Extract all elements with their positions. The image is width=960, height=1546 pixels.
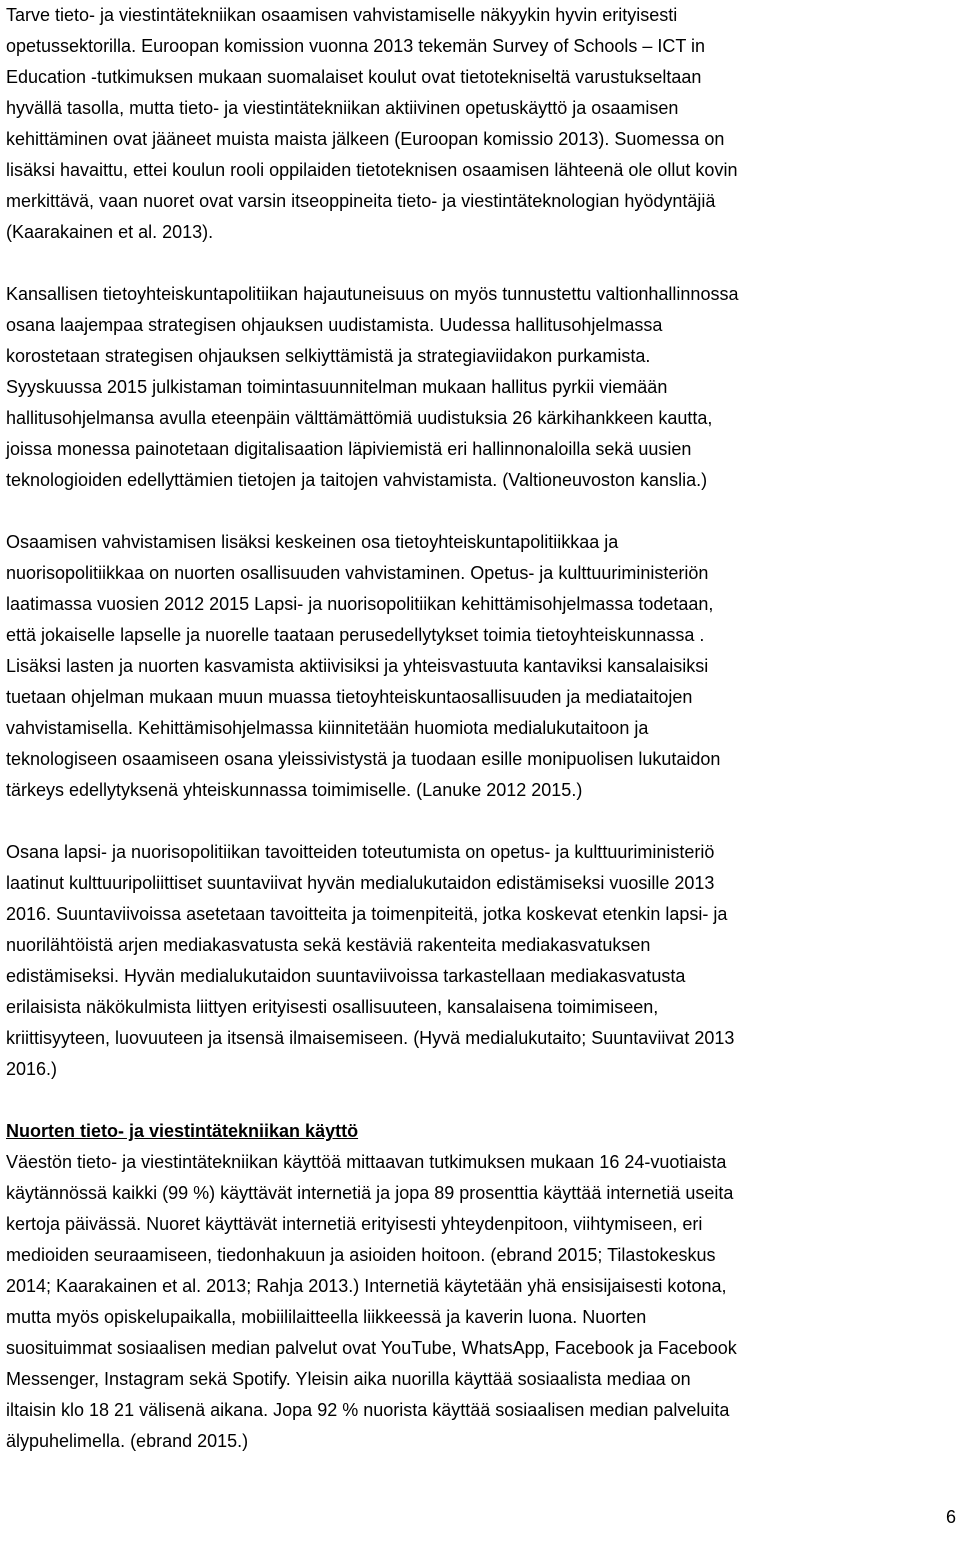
paragraph-youth-participation xyxy=(6,527,956,806)
paragraph-ict-competence xyxy=(6,0,956,248)
text-line: joissa monessa painotetaan digitalisaation läpiviemistä eri hallinnonaloilla sekä uusien xyxy=(6,439,692,459)
text-line: Kansallisen tietoyhteiskuntapolitiikan hajautuneisuus on myös tunnustettu valtionhallinnossa xyxy=(6,284,739,304)
text-line: mutta myös opiskelupaikalla, mobiililaitteella liikkeessä ja kaverin luona. Nuorten xyxy=(6,1307,647,1327)
text-line: Osaamisen vahvistamisen lisäksi keskeinen osa tietoyhteiskuntapolitiikkaa ja xyxy=(6,532,619,552)
text-line: (Kaarakainen et al. 2013). xyxy=(6,222,214,242)
text-line: kertoja päivässä. Nuoret käyttävät internetiä erityisesti yhteydenpitoon, viihtymiseen, eri xyxy=(6,1214,703,1234)
text-line: medioiden seuraamiseen, tiedonhakuun ja asioiden hoitoon. (ebrand 2015; Tilastokeskus xyxy=(6,1245,716,1265)
text-line: edistämiseksi. Hyvän medialukutaidon suuntaviivoissa tarkastellaan mediakasvatusta xyxy=(6,966,686,986)
section-heading: Nuorten tieto- ja viestintätekniikan käyttö xyxy=(6,1121,359,1141)
paragraph-spacer xyxy=(6,806,956,837)
text-line: hallitusohjelmansa avulla eteenpäin välttämättömiä uudistuksia 26 kärkihankkeen kautta, xyxy=(6,408,713,428)
text-line: nuorisopolitiikkaa on nuorten osallisuuden vahvistaminen. Opetus- ja kulttuuriministeriön xyxy=(6,563,709,583)
paragraph-spacer xyxy=(6,1085,956,1116)
page-number: 6 xyxy=(945,1507,956,1527)
text-line: opetussektorilla. Euroopan komission vuonna 2013 tekemän Survey of Schools – ICT in xyxy=(6,36,706,56)
text-line: vahvistamisella. Kehittämisohjelmassa kiinnitetään huomiota medialukutaitoon ja xyxy=(6,718,649,738)
text-line: 2016.) xyxy=(6,1059,58,1079)
text-line: Syyskuussa 2015 julkistaman toimintasuunnitelman mukaan hallitus pyrkii viemään xyxy=(6,377,668,397)
text-line: erilaisista näkökulmista liittyen erityisesti osallisuuteen, kansalaisena toimimiseen, xyxy=(6,997,659,1017)
text-line: 2014; Kaarakainen et al. 2013; Rahja 2013.) Internetiä käytetään yhä ensisijaisesti kotona, xyxy=(6,1276,727,1296)
text-line: laatinut kulttuuripoliittiset suuntaviivat hyvän medialukutaidon edistämiseksi vuosille 2013 xyxy=(6,873,715,893)
text-line: kriittisyyteen, luovuuteen ja itsensä ilmaisemiseen. (Hyvä medialukutaito; Suuntaviivat 2013 xyxy=(6,1028,735,1048)
text-line: että jokaiselle lapselle ja nuorelle taataan perusedellytykset toimia tietoyhteiskunnassa . xyxy=(6,625,705,645)
text-line: Lisäksi lasten ja nuorten kasvamista aktiivisiksi ja yhteisvastuuta kantaviksi kansalaisiksi xyxy=(6,656,709,676)
text-line: iltaisin klo 18 21 välisenä aikana. Jopa 92 % nuorista käyttää sosiaalisen median palveluita xyxy=(6,1400,730,1420)
paragraph-youth-ict-use xyxy=(6,1147,956,1457)
text-line: käytännössä kaikki (99 %) käyttävät internetiä ja jopa 89 prosenttia käyttää internetiä useita xyxy=(6,1183,734,1203)
text-line: laatimassa vuosien 2012 2015 Lapsi- ja nuorisopolitiikan kehittämisohjelmassa todetaan, xyxy=(6,594,714,614)
text-line: Väestön tieto- ja viestintätekniikan käyttöä mittaavan tutkimuksen mukaan 16 24-vuotiaista xyxy=(6,1152,727,1172)
text-line: lisäksi havaittu, ettei koulun rooli oppilaiden tietoteknisen osaamisen lähteenä ole ollut kovin xyxy=(6,160,738,180)
text-line: älypuhelimella. (ebrand 2015.) xyxy=(6,1431,249,1451)
text-line: korostetaan strategisen ohjauksen selkiyttämistä ja strategiaviidakon purkamista. xyxy=(6,346,651,366)
text-line: hyvällä tasolla, mutta tieto- ja viestintätekniikan aktiivinen opetuskäyttö ja osaamisen xyxy=(6,98,679,118)
text-line: Education -tutkimuksen mukaan suomalaiset koulut ovat tietotekniseltä varustukseltaan xyxy=(6,67,702,87)
paragraph-spacer xyxy=(6,496,956,527)
text-line: teknologiseen osaamiseen osana yleissivistystä ja tuodaan esille monipuolisen lukutaidon xyxy=(6,749,721,769)
text-line: Tarve tieto- ja viestintätekniikan osaamisen vahvistamiselle näkyykin hyvin erityisesti xyxy=(6,5,678,25)
text-line: nuorilähtöistä arjen mediakasvatusta sekä kestäviä rakenteita mediakasvatuksen xyxy=(6,935,651,955)
text-line: osana laajempaa strategisen ohjauksen uudistamista. Uudessa hallitusohjelmassa xyxy=(6,315,663,335)
paragraph-media-literacy xyxy=(6,837,956,1085)
text-line: tärkeys edellytyksenä yhteiskunnassa toimimiselle. (Lanuke 2012 2015.) xyxy=(6,780,583,800)
text-line: suosituimmat sosiaalisen median palvelut ovat YouTube, WhatsApp, Facebook ja Facebook xyxy=(6,1338,737,1358)
text-line: teknologioiden edellyttämien tietojen ja taitojen vahvistamista. (Valtioneuvoston kanslia.) xyxy=(6,470,708,490)
text-line: Osana lapsi- ja nuorisopolitiikan tavoitteiden toteutumista on opetus- ja kulttuuriministeriö xyxy=(6,842,715,862)
text-line: 2016. Suuntaviivoissa asetetaan tavoitteita ja toimenpiteitä, jotka koskevat etenkin lapsi- ja xyxy=(6,904,728,924)
paragraph-information-society-policy xyxy=(6,279,956,496)
text-line: kehittäminen ovat jääneet muista maista jälkeen (Euroopan komissio 2013). Suomessa on xyxy=(6,129,725,149)
text-line: Messenger, Instagram sekä Spotify. Yleisin aika nuorilla käyttää sosiaalista mediaa on xyxy=(6,1369,691,1389)
document-body xyxy=(6,0,956,1457)
text-line: tuetaan ohjelman mukaan muun muassa tietoyhteiskuntaosallisuuden ja mediataitojen xyxy=(6,687,693,707)
paragraph-spacer xyxy=(6,248,956,279)
text-line: merkittävä, vaan nuoret ovat varsin itseoppineita tieto- ja viestintäteknologian hyödyntäjiä xyxy=(6,191,716,211)
